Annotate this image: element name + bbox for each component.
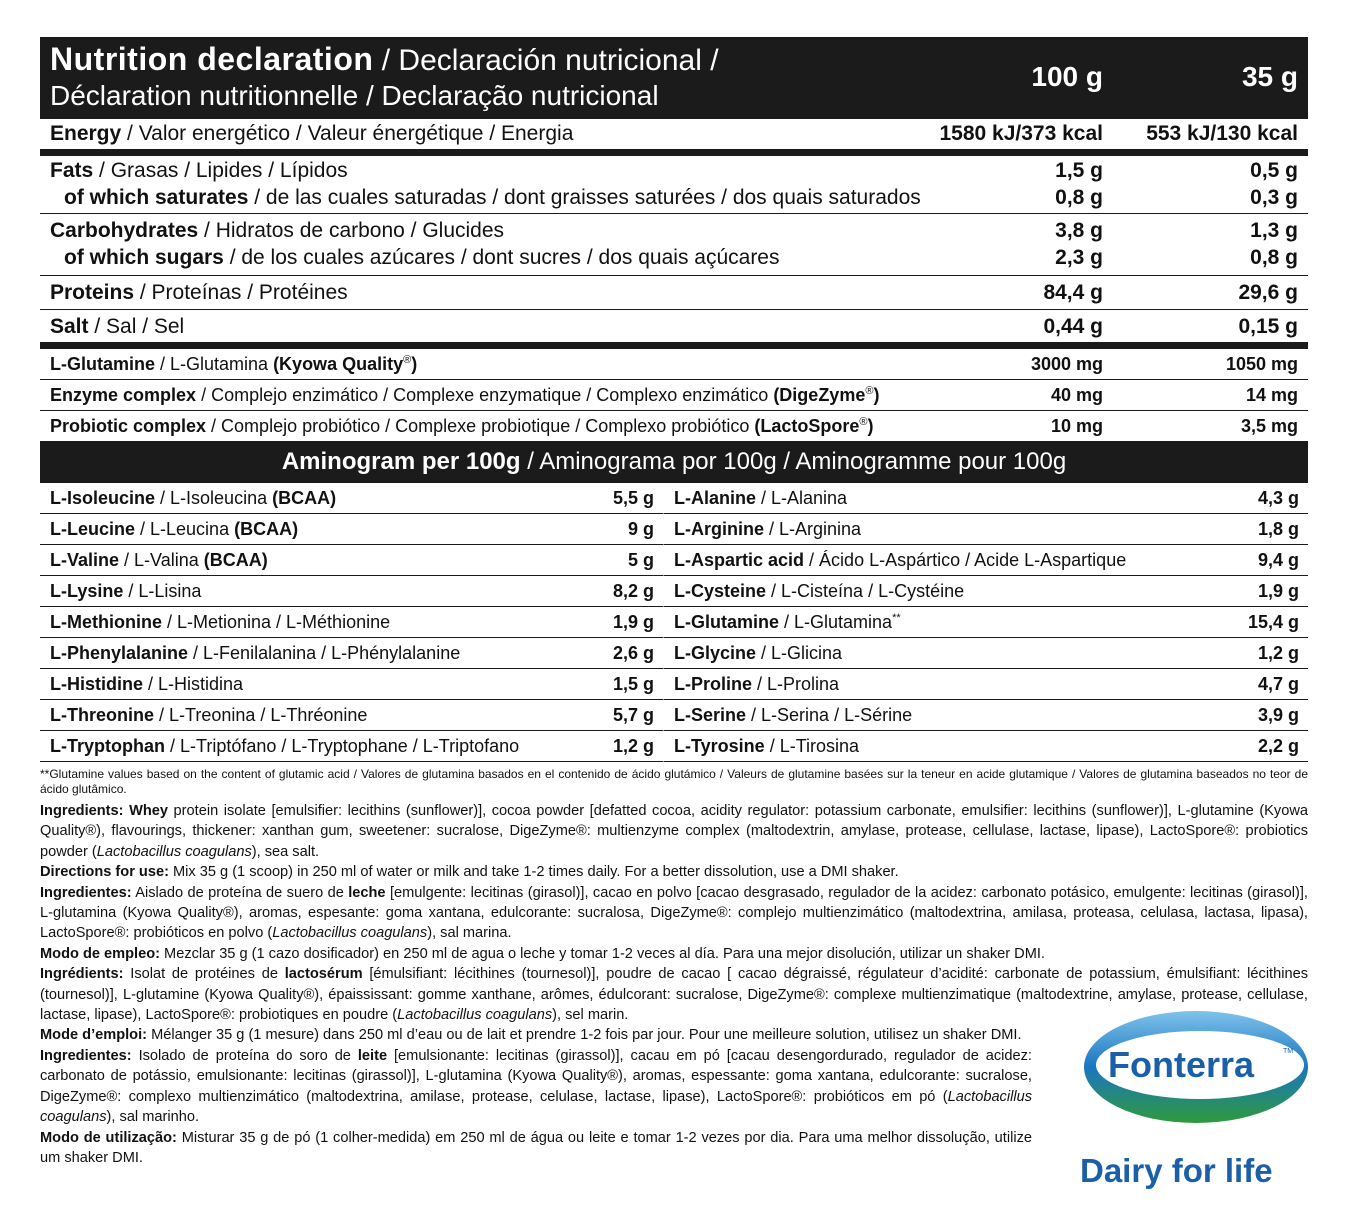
row-proteins: Proteins / Proteínas / Protéines 84,4 g 29,6 g (40, 276, 1308, 310)
amino-row: L-Methionine / L-Metionina / L-Méthionine 1,9 g (40, 607, 664, 638)
row-carbohydrates: Carbohydrates / Hidratos de carbono / Glucides 3,8 g 1,3 g of which sugars / de los cuales azúcares / dont sucres / dos quais açúcares 2,3 g 0,8 g (40, 214, 1308, 276)
aminogram-grid (40, 483, 1308, 762)
amino-row: L-Glycine / L-Glicina 1,2 g (664, 638, 1308, 669)
row-probiotic-complex: Probiotic complex / Complejo probiótico / Complexe probiotique / Complexo probiótico (LactoSpore®) 10 mg 3,5 mg (50, 416, 1298, 436)
amino-row: L-Alanine / L-Alanina 4,3 g (664, 483, 1308, 514)
directions-es: Modo de empleo: Mezclar 35 g (1 cazo dosificador) en 250 ml de agua o leche y tomar 1-2 veces al día. Para una mejor disolución, utilizar un shaker DMI. (40, 945, 1045, 962)
header-col-35g: 35 g (1241, 61, 1298, 92)
fonterra-logo (1078, 1005, 1308, 1195)
aminogram-header: Aminogram per 100g / Aminograma por 100g / Aminogramme pour 100g (40, 441, 1308, 483)
aminogram-left-column (40, 483, 664, 762)
amino-row: L-Isoleucine / L-Isoleucina (BCAA) 5,5 g (40, 483, 664, 514)
amino-row: L-Arginine / L-Arginina 1,8 g (664, 514, 1308, 545)
amino-row: L-Valine / L-Valina (BCAA) 5 g (40, 545, 664, 576)
amino-row: L-Aspartic acid / Ácido L-Aspártico / Acide L-Aspartique 9,4 g (664, 545, 1308, 576)
row-enzyme-complex: Enzyme complex / Complejo enzimático / Complexe enzymatique / Complexo enzimático (DigeZyme®) 40 mg 14 mg (40, 380, 1308, 411)
ingredients-en: Ingredients: Whey protein isolate [emulsifier: lecithins (sunflower)], cocoa powder [defatted cocoa, acidity regulator: potassium carbonate, emulsifier: lecithins (sunflower)], L-glutamine (Kyowa Quality®), flavourings, thickener: xanthan gum, sweetener: sucralose, DigeZyme®: multienzyme complex (maltodextrin, amylase, protease, cellulase, lactase, lipase), LactoSpore®: probiotics powder (Lactobacillus coagulans), sea salt. (40, 803, 1308, 860)
amino-row: L-Leucine / L-Leucina (BCAA) 9 g (40, 514, 664, 545)
fonterra-logo-graphic (1078, 1005, 1308, 1195)
header-title-line2: Déclaration nutritionnelle / Declaração nutricional (50, 80, 659, 111)
directions-fr: Mode d’emploi: Mélanger 35 g (1 mesure) dans 250 ml d’eau ou de lait et prendre 1-2 fois par jour. Pour une meilleure solution, utilisez un shaker DMI. (40, 1027, 1022, 1044)
title-bold: Nutrition declaration (50, 41, 374, 77)
amino-row: L-Serine / L-Serina / L-Sérine 3,9 g (664, 700, 1308, 731)
directions-pt: Modo de utilização: Misturar 35 g de pó (1 colher-medida) em 250 ml de água ou leite e tomar 1-2 vezes por dia. Para uma melhor dissolução, utilize um shaker DMI. (40, 1129, 1032, 1166)
ingredients-es: Ingredientes: Aislado de proteína de suero de leche [emulgente: lecitinas (girasol)], cacao en polvo [cacao desgrasado, regulador de la acidez: carbonato potásico, emulgente: lecitinas (girasol)], L-glutamina (Kyowa Quality®), aromas, espesante: goma xantana, edulcorante: sucralosa, DigeZyme®: complejo multienzimático (maltodextrina, amilasa, proteasa, celulasa, lactasa, lipasa), LactoSpore®: probióticos en polvo (Lactobacillus coagulans), sal marina. (40, 884, 1308, 942)
amino-row: L-Threonine / L-Treonina / L-Thréonine 5,7 g (40, 700, 664, 731)
header-col-100g: 100 g (1031, 61, 1103, 92)
ingredients-fr: Ingrédients: Isolat de protéines de lactosérum [émulsifiant: lécithines (tournesol)], poudre de cacao [ cacao dégraissé, régulateur d’acidité: carbonate de potassium, émulsifiant: lécithines (tournesol)], L-glutamine (Kyowa Quality®), épaississant: gomme xanthane, arômes, édulcorant: sucralose, DigeZyme®: complexe multienzimatique (maltodextrine, amylase, protease, cellulase, lactase, lipase), LactoSpore®: probiotiques en poudre (Lactobacillus coagulans), sel marin. (40, 966, 1309, 1024)
nutrition-label (40, 37, 1308, 762)
amino-row: L-Cysteine / L-Cisteína / L-Cystéine 1,9 g (664, 576, 1308, 607)
header-title: Nutrition declaration / Declaración nutricional / (50, 41, 719, 77)
amino-row: L-Lysine / L-Lisina 8,2 g (40, 576, 664, 607)
glutamine-footnote: **Glutamine values based on the content of glutamic acid / Valores de glutamina basados en el contenido de ácido glutámico / Valeurs de glutamine basées sur la teneur en acide glutamique / Valores de glutamina baseados no teor de ácido glutâmico. (40, 767, 1308, 796)
amino-row: L-Proline / L-Prolina 4,7 g (664, 669, 1308, 700)
logo-tagline: Dairy for life (1080, 1152, 1273, 1189)
ingredients-pt: Ingredientes: Isolado de proteína do soro de leite [emulsionante: lecitinas (girassol)], cacau em pó [cacau desengordurado, regulador de acidez: carbonato de potássio, emulsionante: lecitinas (girassol)], L-glutamina (Kyowa Quality®), aromas, espessante: goma xantana, edulcorante: sucralose, DigeZyme®: complexo multienzimático (maltodextrina, amilase, protease, celulase, lactase, lipase), LactoSpore®: probióticos em pó (Lactobacillus coagulans), sal marinho. (40, 1047, 1032, 1126)
table-header (40, 37, 1308, 119)
directions-en: Directions for use: Mix 35 g (1 scoop) in 250 ml of water or milk and take 1-2 times daily. For a better dissolution, use a DMI shaker. (40, 864, 899, 881)
row-fats: Fats / Grasas / Lipides / Lípidos 1,5 g 0,5 g of which saturates / de las cuales saturadas / dont graisses saturées / dos quais saturados 0,8 g 0,3 g (40, 156, 1308, 214)
amino-row: L-Tryptophan / L-Triptófano / L-Tryptophane / L-Triptofano 1,2 g (40, 731, 664, 762)
amino-row: L-Phenylalanine / L-Fenilalanina / L-Phénylalanine 2,6 g (40, 638, 664, 669)
row-energy: Energy / Valor energético / Valeur énergétique / Energia 1580 kJ/373 kcal 553 kJ/130 kcal (40, 119, 1308, 156)
logo-tm: TM (1283, 1048, 1294, 1055)
aminogram-right-column (664, 483, 1308, 762)
logo-name: Fonterra (1108, 1044, 1255, 1085)
amino-row: L-Glutamine / L-Glutamina** 15,4 g (664, 607, 1308, 638)
amino-row: L-Tyrosine / L-Tirosina 2,2 g (664, 731, 1308, 762)
amino-row: L-Histidine / L-Histidina 1,5 g (40, 669, 664, 700)
row-salt: Salt / Sal / Sel 0,44 g 0,15 g (40, 310, 1308, 349)
row-l-glutamine: L-Glutamine / L-Glutamina (Kyowa Quality®) 3000 mg 1050 mg (40, 349, 1308, 380)
